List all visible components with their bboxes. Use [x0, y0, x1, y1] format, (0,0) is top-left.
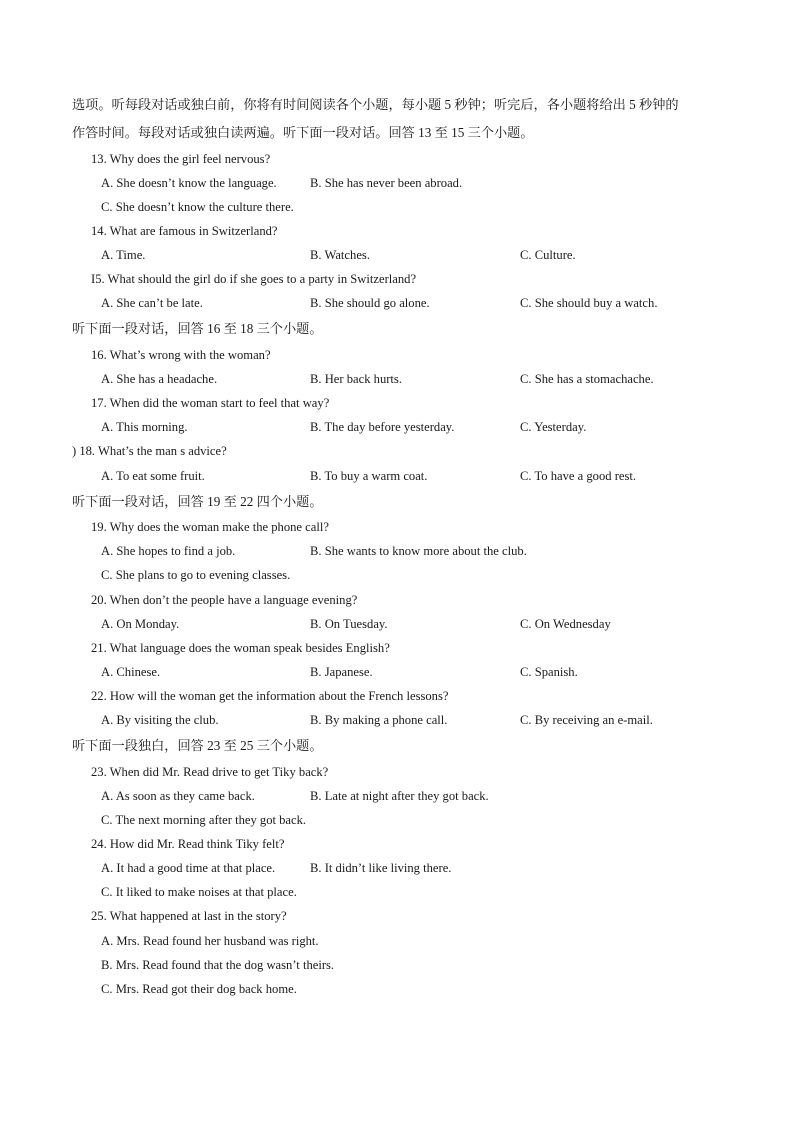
q23-option-a: A. As soon as they came back.	[101, 789, 255, 803]
intro-line-1: 选项。听每段对话或独白前，你将有时间阅读各个小题，每小题 5 秒钟；听完后，各小题将给出 5 秒钟的	[72, 97, 679, 112]
question-16: 16. What’s wrong with the woman?	[91, 348, 271, 362]
q24-option-a: A. It had a good time at that place.	[101, 861, 276, 875]
q23-option-b: B. Late at night after they got back.	[310, 789, 489, 803]
question-18: ) 18. What’s the man s advice?	[72, 444, 227, 458]
question-21: 21. What language does the woman speak besides English?	[91, 641, 390, 655]
question-19: 19. Why does the woman make the phone call?	[91, 520, 329, 534]
q23-option-c: C. The next morning after they got back.	[101, 813, 307, 827]
q17-option-a: A. This morning.	[101, 420, 188, 434]
section-heading-16-18: 听下面一段对话，回答 16 至 18 三个小题。	[72, 321, 323, 336]
q19-option-a: A. She hopes to find a job.	[101, 544, 236, 558]
q16-option-b: B. Her back hurts.	[310, 372, 402, 386]
q22-option-a: A. By visiting the club.	[101, 713, 219, 727]
question-22: 22. How will the woman get the information about the French lessons?	[91, 689, 449, 703]
q25-option-a: A. Mrs. Read found her husband was right.	[101, 934, 319, 948]
q13-option-c: C. She doesn’t know the culture there.	[101, 200, 294, 214]
q21-option-b: B. Japanese.	[310, 665, 373, 679]
section-heading-19-22: 听下面一段对话，回答 19 至 22 四个小题。	[72, 494, 323, 509]
q21-option-a: A. Chinese.	[101, 665, 161, 679]
q18-option-b: B. To buy a warm coat.	[310, 469, 428, 483]
intro-line-2: 作答时间。每段对话或独白读两遍。听下面一段对话。回答 13 至 15 三个小题。	[72, 125, 534, 140]
q24-option-c: C. It liked to make noises at that place.	[101, 885, 297, 899]
q15-option-c: C. She should buy a watch.	[520, 296, 658, 310]
q22-option-b: B. By making a phone call.	[310, 713, 448, 727]
q24-option-b: B. It didn’t like living there.	[310, 861, 452, 875]
q15-option-b: B. She should go alone.	[310, 296, 430, 310]
q17-option-c: C. Yesterday.	[520, 420, 587, 434]
q19-option-c: C. She plans to go to evening classes.	[101, 568, 291, 582]
q18-option-a: A. To eat some fruit.	[101, 469, 205, 483]
question-25: 25. What happened at last in the story?	[91, 909, 287, 923]
q13-option-b: B. She has never been abroad.	[310, 176, 463, 190]
q14-option-b: B. Watches.	[310, 248, 370, 262]
q18-option-c: C. To have a good rest.	[520, 469, 637, 483]
q13-option-a: A. She doesn’t know the language.	[101, 176, 277, 190]
q19-option-b: B. She wants to know more about the club.	[310, 544, 527, 558]
q14-option-c: C. Culture.	[520, 248, 576, 262]
question-13: 13. Why does the girl feel nervous?	[91, 152, 271, 166]
q20-option-c: C. On Wednesday	[520, 617, 611, 631]
q25-option-b: B. Mrs. Read found that the dog wasn’t theirs.	[101, 958, 335, 972]
question-14: 14. What are famous in Switzerland?	[91, 224, 278, 238]
question-15: I5. What should the girl do if she goes to a party in Switzerland?	[91, 272, 417, 286]
question-17: 17. When did the woman start to feel that way?	[91, 396, 330, 410]
question-24: 24. How did Mr. Read think Tiky felt?	[91, 837, 285, 851]
q20-option-a: A. On Monday.	[101, 617, 180, 631]
q20-option-b: B. On Tuesday.	[310, 617, 388, 631]
q22-option-c: C. By receiving an e-mail.	[520, 713, 653, 727]
section-heading-23-25: 听下面一段独白，回答 23 至 25 三个小题。	[72, 738, 323, 753]
q16-option-c: C. She has a stomachache.	[520, 372, 654, 386]
q15-option-a: A. She can’t be late.	[101, 296, 203, 310]
q16-option-a: A. She has a headache.	[101, 372, 218, 386]
question-20: 20. When don’t the people have a language evening?	[91, 593, 358, 607]
q21-option-c: C. Spanish.	[520, 665, 578, 679]
q25-option-c: C. Mrs. Read got their dog back home.	[101, 982, 297, 996]
q17-option-b: B. The day before yesterday.	[310, 420, 455, 434]
q14-option-a: A. Time.	[101, 248, 146, 262]
question-23: 23. When did Mr. Read drive to get Tiky back?	[91, 765, 329, 779]
